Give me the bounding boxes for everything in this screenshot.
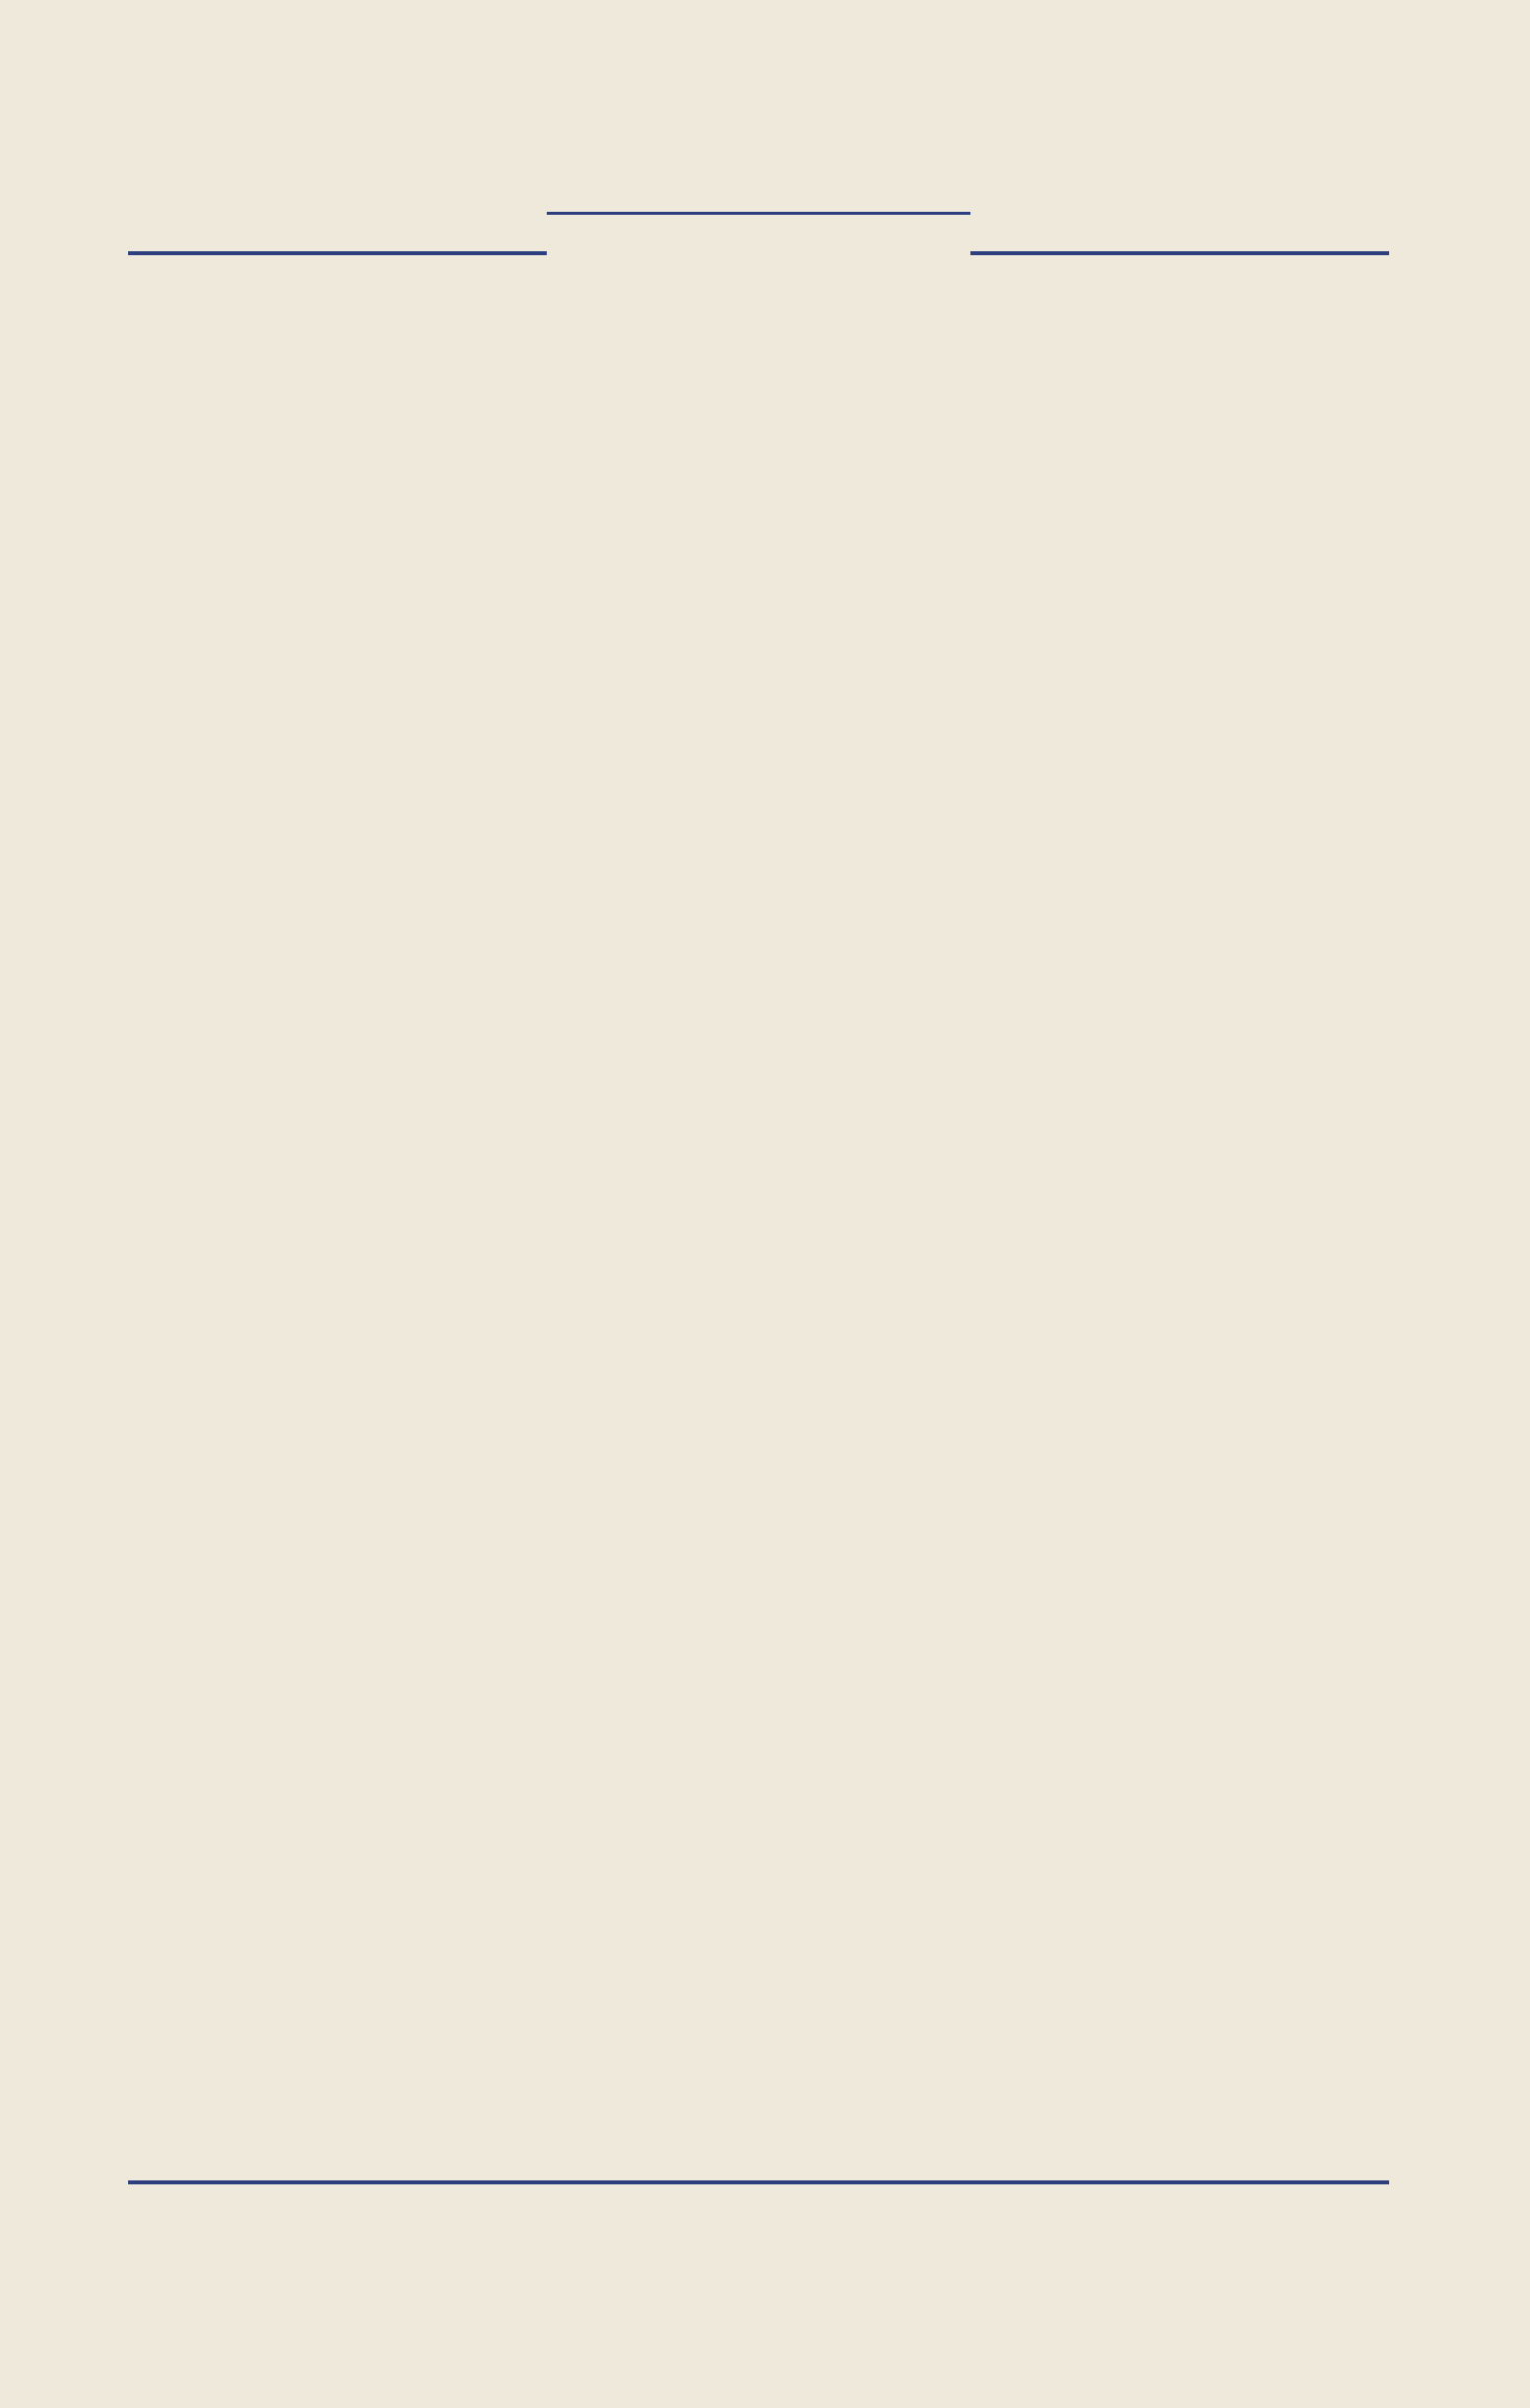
- top-rule-right: [970, 251, 1389, 255]
- top-rule-left: [128, 251, 547, 255]
- bottom-ornament-border: [128, 2192, 1389, 2261]
- chain-ornament-icon: [128, 128, 1389, 256]
- date-heading: [0, 729, 1530, 748]
- chain-ornament-icon: [128, 2192, 1389, 2261]
- top-ornament-border: [128, 128, 1389, 256]
- bottom-rule: [128, 2180, 1389, 2184]
- top-rule-middle: [547, 212, 970, 215]
